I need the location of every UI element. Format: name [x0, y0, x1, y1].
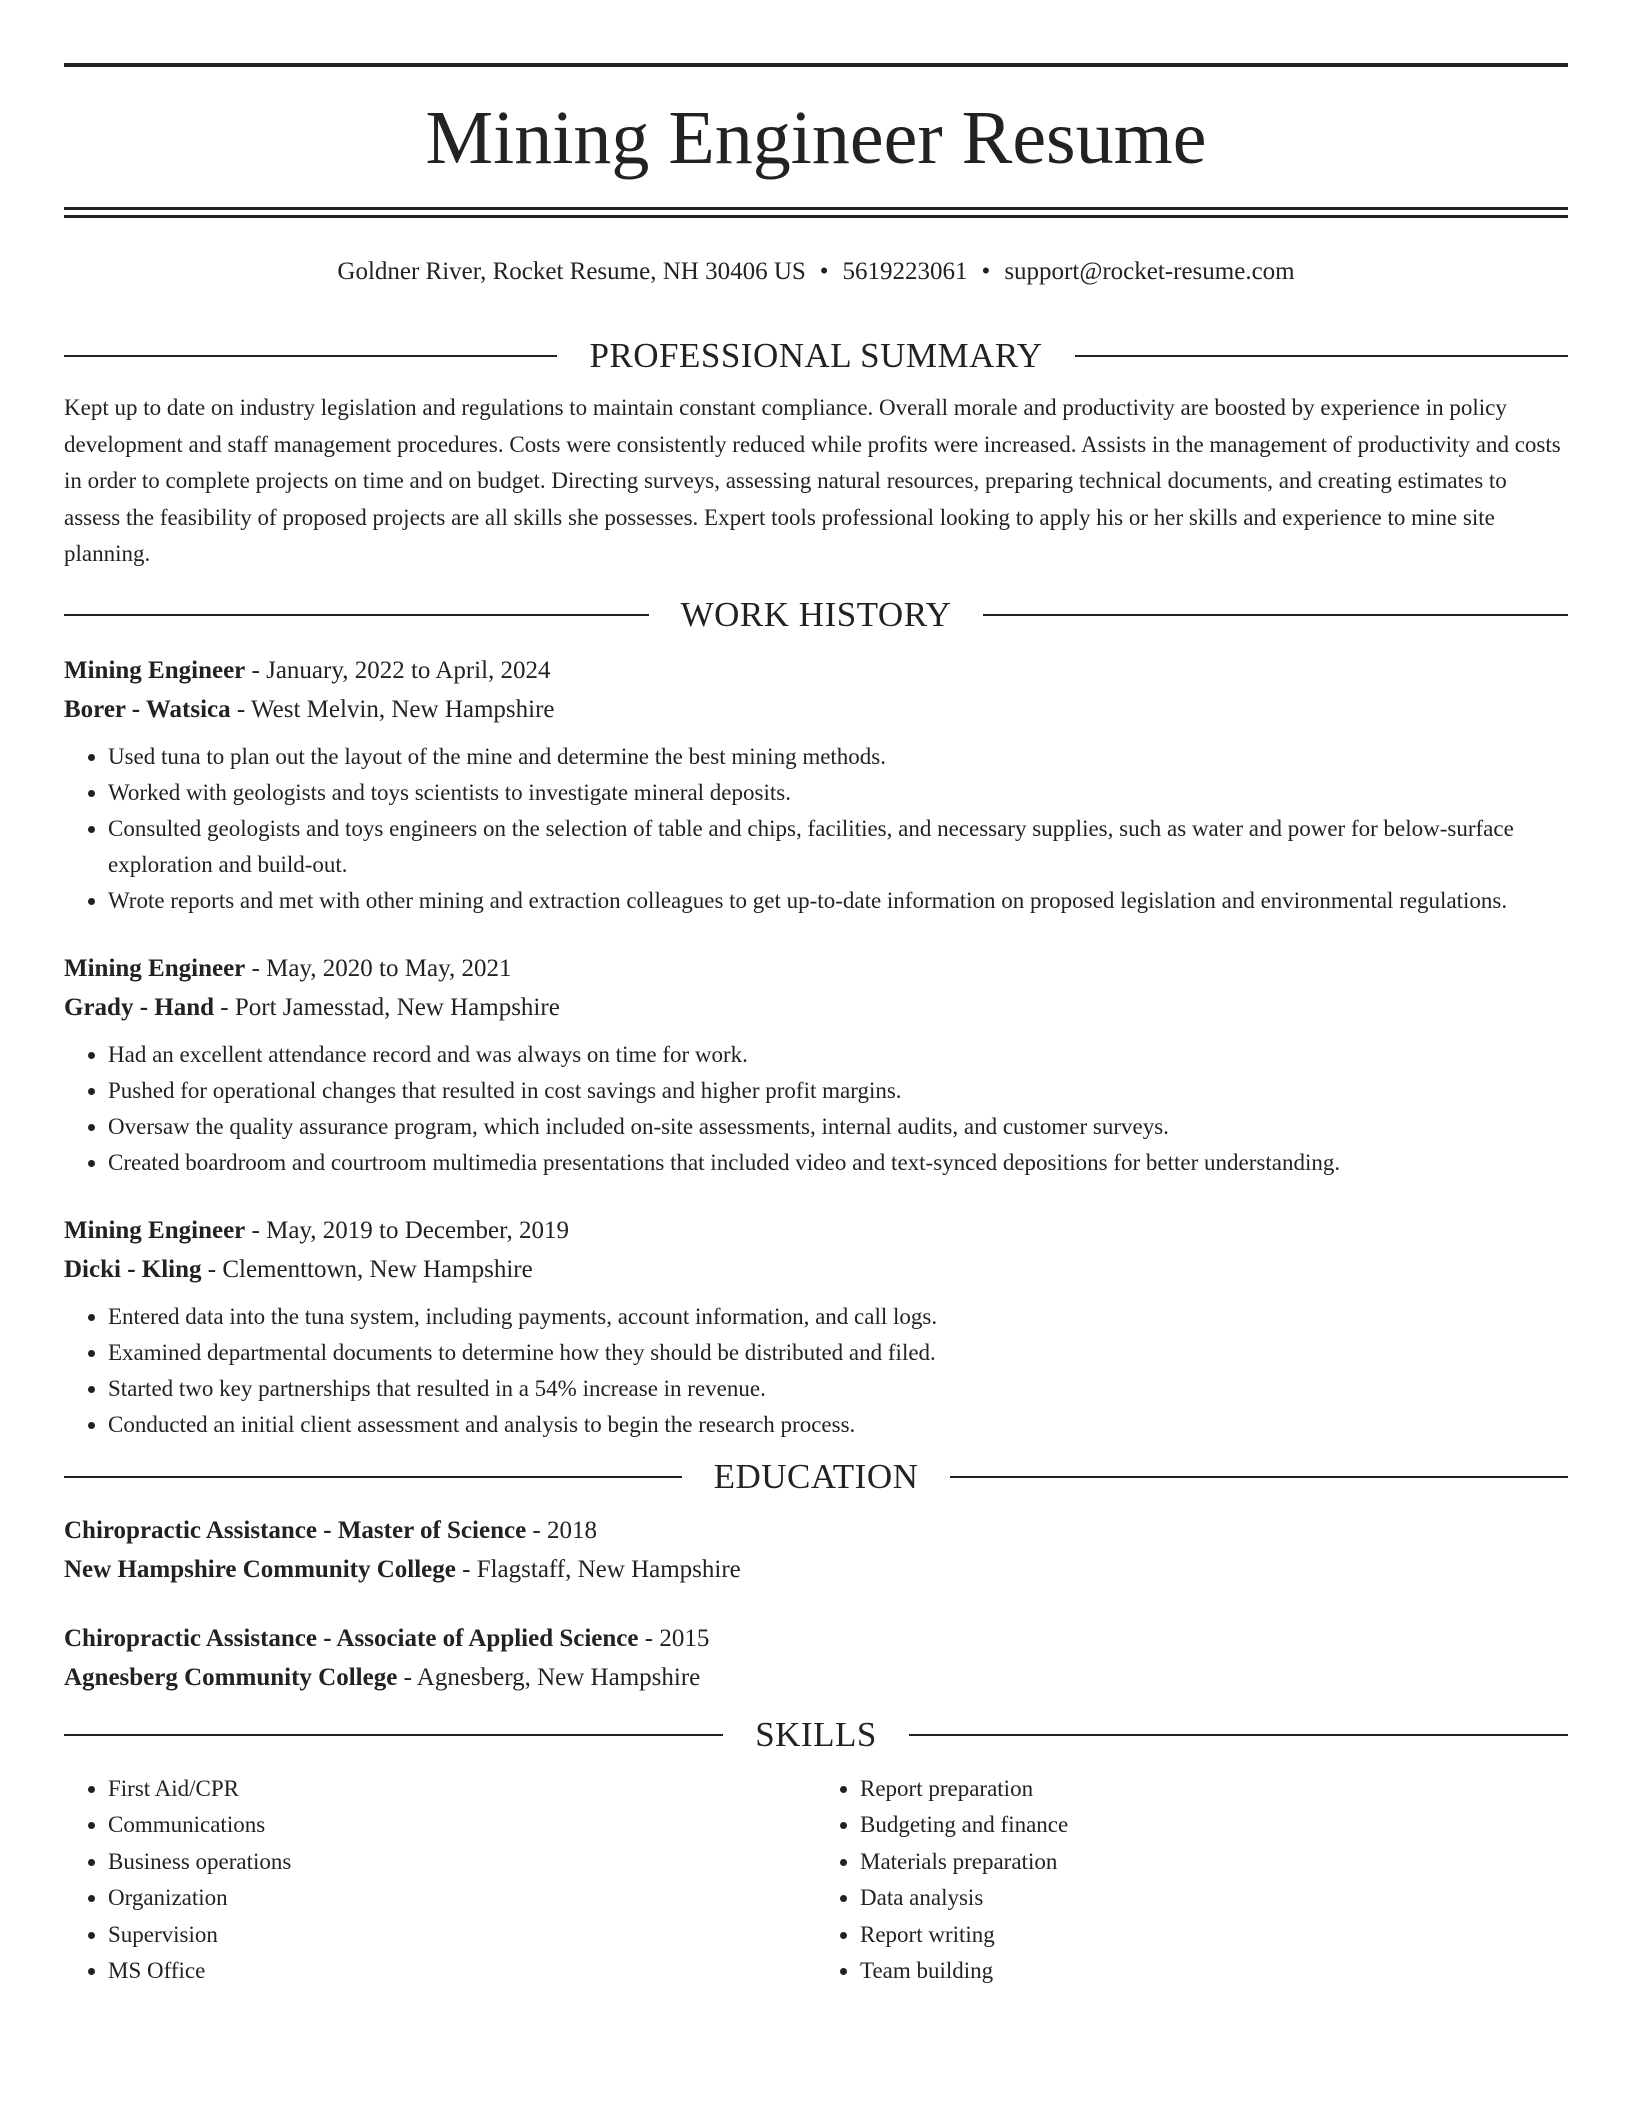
- divider: [64, 614, 649, 616]
- skill-item: • MS Office: [108, 1953, 816, 1990]
- job-company-line: [64, 988, 1568, 1027]
- resume-content: [64, 326, 1568, 1990]
- job-role: Mining Engineer: [64, 656, 246, 684]
- job-bullets: [64, 1299, 1568, 1443]
- summary-text: Kept up to date on industry legislation and regulations to maintain constant compliance. Overall morale and productivity are boosted by experience in policy development and staff management procedures. Costs were consistently reduced while profits were increased. Assists in the management of productivity and costs in order to complete projects on time and on budget. Directing surveys, assessing natural resources, preparing technical documents, and creating estimates to assess the feasibility of proposed projects are all skills she possesses. Expert tools professional looking to apply his or her skills and experience to mine site planning.: [64, 395, 1561, 566]
- list-item: • Started two key partnerships that resulted in a 54% increase in revenue.: [108, 1371, 1568, 1407]
- list-item: • Created boardroom and courtroom multimedia presentations that included video and text-synced depositions for better understanding.: [108, 1145, 1568, 1181]
- list-item: • Pushed for operational changes that resulted in cost savings and higher profit margins.: [108, 1073, 1568, 1109]
- job-entry: [64, 1211, 1568, 1443]
- job-role: Mining Engineer: [64, 954, 246, 982]
- skill-item: • Report writing: [860, 1917, 1568, 1954]
- skills-columns: [64, 1771, 1568, 1990]
- divider: [64, 1734, 723, 1736]
- job-title-line: [64, 1211, 1568, 1250]
- header-bottom-rule-2: [64, 215, 1568, 218]
- list-item: • Examined departmental documents to determine how they should be distributed and filed.: [108, 1335, 1568, 1371]
- school-line: [64, 1658, 1568, 1697]
- job-bullets: [64, 739, 1568, 919]
- school-line: [64, 1550, 1568, 1589]
- job-company: Borer - Watsica: [64, 695, 231, 723]
- job-entry: [64, 651, 1568, 919]
- list-item: • Wrote reports and met with other mining and extraction colleagues to get up-to-date information on proposed legislation and environmental regulations.: [108, 883, 1568, 919]
- skill-item: • Team building: [860, 1953, 1568, 1990]
- degree: Chiropractic Assistance - Associate of Applied Science: [64, 1624, 639, 1652]
- list-item: • Consulted geologists and toys engineers on the selection of table and chips, facilities, and necessary supplies, such as water and power for below-surface exploration and build-out.: [108, 811, 1568, 883]
- job-company: Dicki - Kling: [64, 1255, 202, 1283]
- skill-item: • Data analysis: [860, 1880, 1568, 1917]
- section-header-education: [64, 1447, 1568, 1507]
- degree: Chiropractic Assistance - Master of Science: [64, 1516, 527, 1544]
- section-title: PROFESSIONAL SUMMARY: [589, 336, 1043, 375]
- resume-title: Mining Engineer Resume: [425, 96, 1207, 180]
- header-top-rule: [64, 63, 1568, 67]
- job-entry: [64, 949, 1568, 1181]
- job-dates: - January, 2022 to April, 2024: [245, 656, 551, 684]
- contact-line: [64, 252, 1568, 292]
- email-link[interactable]: support@rocket-resume.com: [1004, 258, 1295, 285]
- school-location: - Flagstaff, New Hampshire: [455, 1555, 741, 1583]
- section-title: WORK HISTORY: [680, 594, 952, 634]
- section-header-summary: [64, 326, 1568, 386]
- job-location: - Port Jamesstad, New Hampshire: [214, 993, 560, 1021]
- header-bottom-rule: [64, 207, 1568, 210]
- education-entry: [64, 1619, 1568, 1697]
- section-header-skills: [64, 1705, 1568, 1765]
- list-item: • Worked with geologists and toys scientists to investigate mineral deposits.: [108, 775, 1568, 811]
- divider: [950, 1476, 1568, 1478]
- job-company-line: [64, 690, 1568, 729]
- degree-line: [64, 1619, 1568, 1658]
- skill-item: • Supervision: [108, 1917, 816, 1954]
- section-title: EDUCATION: [713, 1456, 919, 1496]
- list-item: • Conducted an initial client assessment and analysis to begin the research process.: [108, 1407, 1568, 1443]
- job-dates: - May, 2020 to May, 2021: [245, 954, 512, 982]
- skill-item: • Budgeting and finance: [860, 1807, 1568, 1844]
- section-title: SKILLS: [755, 1714, 877, 1754]
- separator: •: [981, 258, 991, 285]
- skills-list-right: [816, 1771, 1568, 1990]
- skill-item: • Materials preparation: [860, 1844, 1568, 1881]
- list-item: • Entered data into the tuna system, including payments, account information, and call logs.: [108, 1299, 1568, 1335]
- section-header-work: [64, 585, 1568, 645]
- list-item: • Had an excellent attendance record and was always on time for work.: [108, 1037, 1568, 1073]
- divider: [983, 614, 1568, 616]
- list-item: • Oversaw the quality assurance program, which included on-site assessments, internal audits, and customer surveys.: [108, 1109, 1568, 1145]
- job-location: - Clementtown, New Hampshire: [201, 1255, 533, 1283]
- job-dates: - May, 2019 to December, 2019: [245, 1216, 569, 1244]
- job-role: Mining Engineer: [64, 1216, 246, 1244]
- divider: [64, 1476, 682, 1478]
- school: Agnesberg Community College: [64, 1663, 398, 1691]
- school: New Hampshire Community College: [64, 1555, 456, 1583]
- job-company: Grady - Hand: [64, 993, 215, 1021]
- job-bullets: [64, 1037, 1568, 1181]
- job-company-line: [64, 1250, 1568, 1289]
- job-title-line: [64, 651, 1568, 690]
- degree-line: [64, 1511, 1568, 1550]
- skill-item: • Report preparation: [860, 1771, 1568, 1808]
- education-entry: [64, 1511, 1568, 1589]
- divider: [909, 1734, 1568, 1736]
- address: Goldner River, Rocket Resume, NH 30406 US: [337, 258, 806, 285]
- skill-item: • First Aid/CPR: [108, 1771, 816, 1808]
- separator: •: [819, 258, 829, 285]
- skill-item: • Business operations: [108, 1844, 816, 1881]
- degree-year: - 2018: [526, 1516, 597, 1544]
- phone: 5619223061: [842, 258, 968, 285]
- degree-year: - 2015: [638, 1624, 710, 1652]
- job-title-line: [64, 949, 1568, 988]
- skills-list-left: [64, 1771, 816, 1990]
- school-location: - Agnesberg, New Hampshire: [397, 1663, 701, 1691]
- job-location: - West Melvin, New Hampshire: [230, 695, 555, 723]
- skill-item: • Communications: [108, 1807, 816, 1844]
- divider: [1075, 355, 1568, 357]
- skill-item: • Organization: [108, 1880, 816, 1917]
- divider: [64, 355, 557, 357]
- list-item: • Used tuna to plan out the layout of the mine and determine the best mining methods.: [108, 739, 1568, 775]
